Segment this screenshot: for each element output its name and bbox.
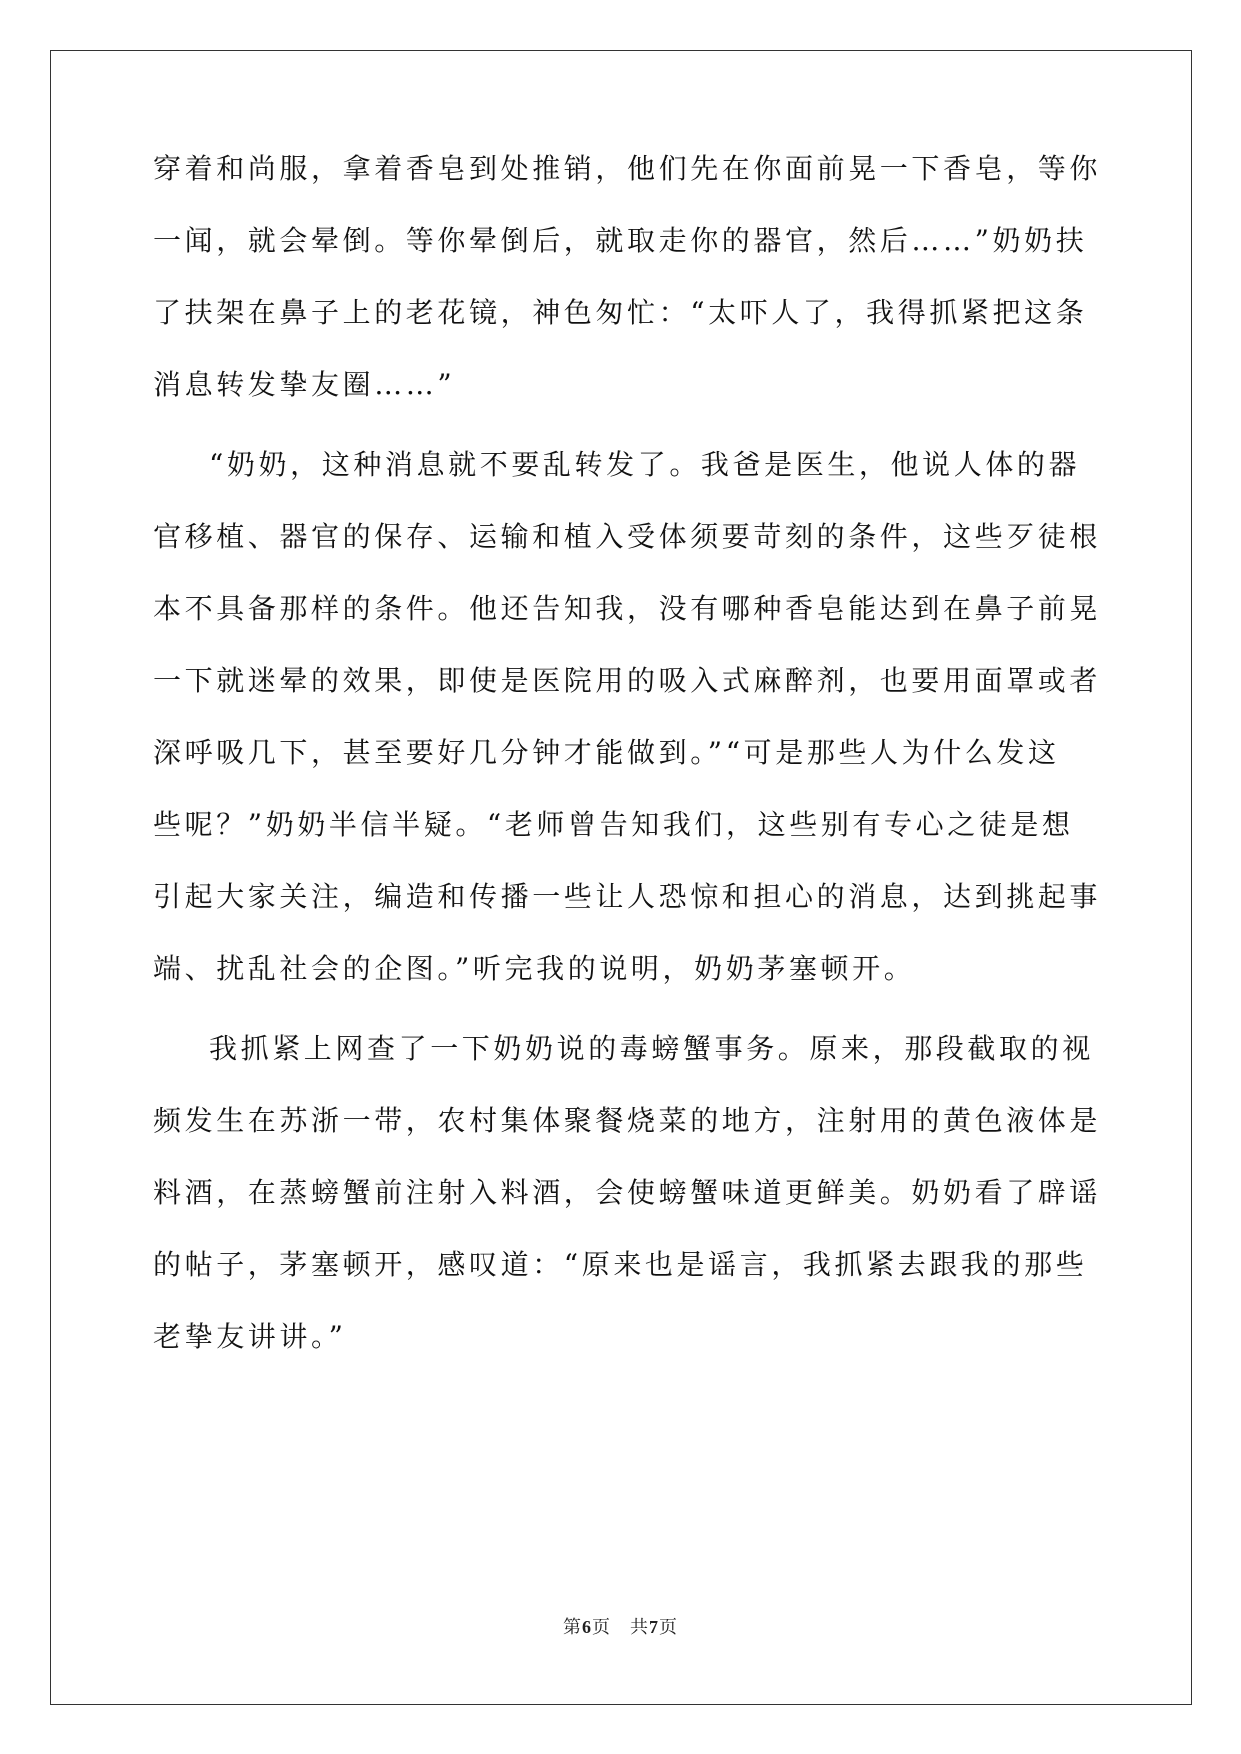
page-suffix: 页 bbox=[659, 1617, 678, 1638]
text-line: 官移植、器官的保存、运输和植入受体须要苛刻的条件，这些歹徒根 bbox=[153, 520, 1102, 553]
page-number: 6 bbox=[582, 1617, 592, 1637]
text-line: 了扶架在鼻子上的老花镜，神色匆忙：“太吓人了，我得抓紧把这条 bbox=[153, 296, 1088, 329]
text-line: 一下就迷晕的效果，即使是医院用的吸入式麻醉剂，也要用面罩或者 bbox=[153, 664, 1102, 697]
text-line: 一闻，就会晕倒。等你晕倒后，就取走你的器官，然后……”奶奶扶 bbox=[153, 224, 1088, 257]
text-line: 消息转发挚友圈……” bbox=[153, 368, 456, 401]
page-prefix: 第 bbox=[563, 1617, 582, 1638]
text-line: 端、扰乱社会的企图。”听完我的说明，奶奶茅塞顿开。 bbox=[153, 952, 916, 985]
text-line: 深呼吸几下，甚至要好几分钟才能做到。”“可是那些人为什么发这 bbox=[153, 736, 1060, 769]
text-line: 老挚友讲讲。” bbox=[153, 1320, 347, 1353]
paragraph-first-line: 我抓紧上网查了一下奶奶说的毒螃蟹事务。原来，那段截取的视 bbox=[209, 1032, 1094, 1065]
paragraph-first-line: “奶奶，这种消息就不要乱转发了。我爸是医生，他说人体的器 bbox=[209, 448, 1081, 481]
text-line: 料酒，在蒸螃蟹前注射入料酒，会使螃蟹味道更鲜美。奶奶看了辟谣 bbox=[153, 1176, 1102, 1209]
text-line: 引起大家关注，编造和传播一些让人恐惊和担心的消息，达到挑起事 bbox=[153, 880, 1102, 913]
text-line: 穿着和尚服，拿着香皂到处推销，他们先在你面前晃一下香皂，等你 bbox=[153, 152, 1102, 185]
text-line: 频发生在苏浙一带，农村集体聚餐烧菜的地方，注射用的黄色液体是 bbox=[153, 1104, 1102, 1137]
text-line: 的帖子，茅塞顿开，感叹道：“原来也是谣言，我抓紧去跟我的那些 bbox=[153, 1248, 1088, 1281]
total-pages: 7 bbox=[649, 1617, 659, 1637]
text-line: 本不具备那样的条件。他还告知我，没有哪种香皂能达到在鼻子前晃 bbox=[153, 592, 1102, 625]
text-line: 些呢？”奶奶半信半疑。“老师曾告知我们，这些别有专心之徒是想 bbox=[153, 808, 1074, 841]
page-mid: 页 共 bbox=[592, 1617, 649, 1638]
page-footer bbox=[0, 1613, 1241, 1639]
